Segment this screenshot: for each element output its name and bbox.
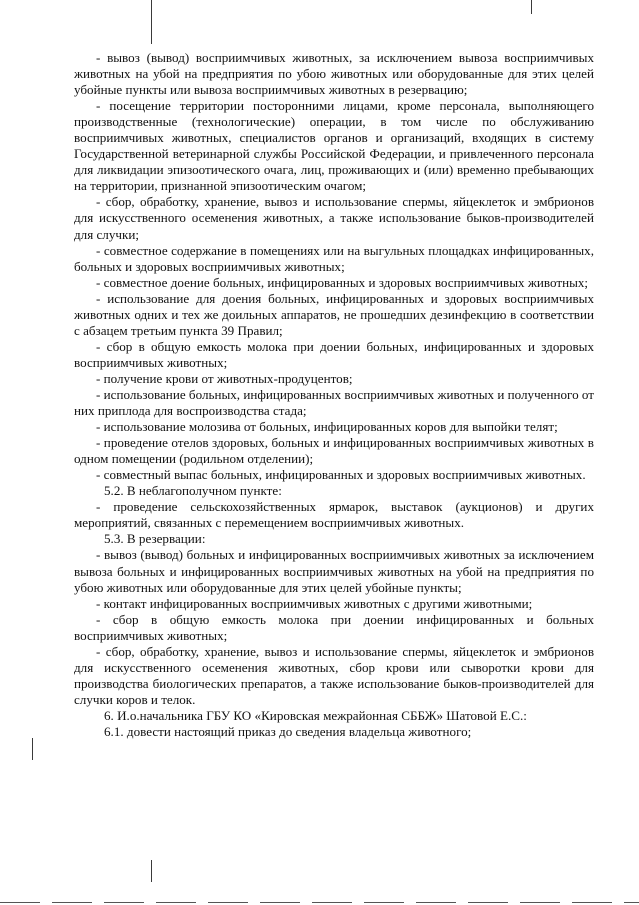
paragraph: - вывоз (вывод) восприимчивых животных, за исключением вывоза восприимчивых животных на убой на предприятия по убою животных или оборудованные для этих целей убойные пункты или вывоза восприимчивых животных в резервацию; <box>74 50 594 98</box>
scan-mark-top <box>151 0 152 44</box>
scan-mark-left <box>32 738 33 760</box>
paragraph: - вывоз (вывод) больных и инфицированных восприимчивых животных за исключением вывоза больных и инфицированных восприимчивых животных на убой на предприятия по убою животных или оборудованные для этих целей убойные пункты; <box>74 547 594 595</box>
paragraph: - сбор, обработку, хранение, вывоз и использование спермы, яйцеклеток и эмбрионов для искусственного осеменения животных, а также использование быков-производителей для случки; <box>74 194 594 242</box>
document-body <box>74 50 594 740</box>
scan-mark-bottom <box>151 860 152 882</box>
paragraph: - совместный выпас больных, инфицированных и здоровых восприимчивых животных. <box>96 467 586 483</box>
paragraph: 6.1. довести настоящий приказ до сведения владельца животного; <box>104 723 472 739</box>
paragraph: - использование молозива от больных, инфицированных коров для выпойки телят; <box>96 419 558 435</box>
paragraph: - контакт инфицированных восприимчивых животных с другими животными; <box>96 595 533 611</box>
paragraph: - сбор в общую емкость молока при доении больных, инфицированных и здоровых восприимчивых животных; <box>74 338 594 370</box>
paragraph: - использование для доения больных, инфицированных и здоровых восприимчивых животных одних и тех же доильных аппаратов, не прошедших дезинфекцию в соответствии с абзацем третьим пункта 39 Правил; <box>74 290 594 338</box>
paragraph: - проведение отелов здоровых, больных и инфицированных восприимчивых животных в одном помещении (родильном отделении); <box>74 435 594 467</box>
paragraph: - совместное содержание в помещениях или на выгульных площадках инфицированных, больных и здоровых восприимчивых животных; <box>74 242 594 274</box>
paragraph: - совместное доение больных, инфицированных и здоровых восприимчивых животных; <box>96 274 589 290</box>
paragraph: - сбор, обработку, хранение, вывоз и использование спермы, яйцеклеток и эмбрионов для искусственного осеменения животных, сбор крови или сыворотки крови для производства биологических препаратов, а также использование быков-производителей для случки коров и телок. <box>74 643 594 707</box>
scan-bottom-edge <box>0 902 639 903</box>
paragraph: - сбор в общую емкость молока при доении инфицированных и больных восприимчивых животных; <box>74 611 594 643</box>
section-heading: 5.2. В неблагополучном пункте: <box>104 483 282 499</box>
paragraph: - использование больных, инфицированных восприимчивых животных и полученного от них приплода для воспроизводства стада; <box>74 386 594 419</box>
section-heading: 6. И.о.начальника ГБУ КО «Кировская межрайонная СББЖ» Шатовой Е.С.: <box>104 707 527 723</box>
section-heading: 5.3. В резервации: <box>104 531 206 547</box>
paragraph: - получение крови от животных-продуцентов; <box>96 370 353 386</box>
scan-mark-top-right <box>531 0 532 14</box>
paragraph: - проведение сельскохозяйственных ярмарок, выставок (аукционов) и других мероприятий, связанных с перемещением восприимчивых животных. <box>74 499 594 531</box>
paragraph: - посещение территории посторонними лицами, кроме персонала, выполняющего производственные (технологические) операции, в том числе по обслуживанию восприимчивых животных, специалистов органов и организаций, входящих в систему Государственной ветеринарной службы Российской Федерации, и привлеченного персонала для ликвидации эпизоотического очага, лиц, проживающих и (или) временно пребывающих на территории, признанной эпизоотическим очагом; <box>74 98 594 194</box>
